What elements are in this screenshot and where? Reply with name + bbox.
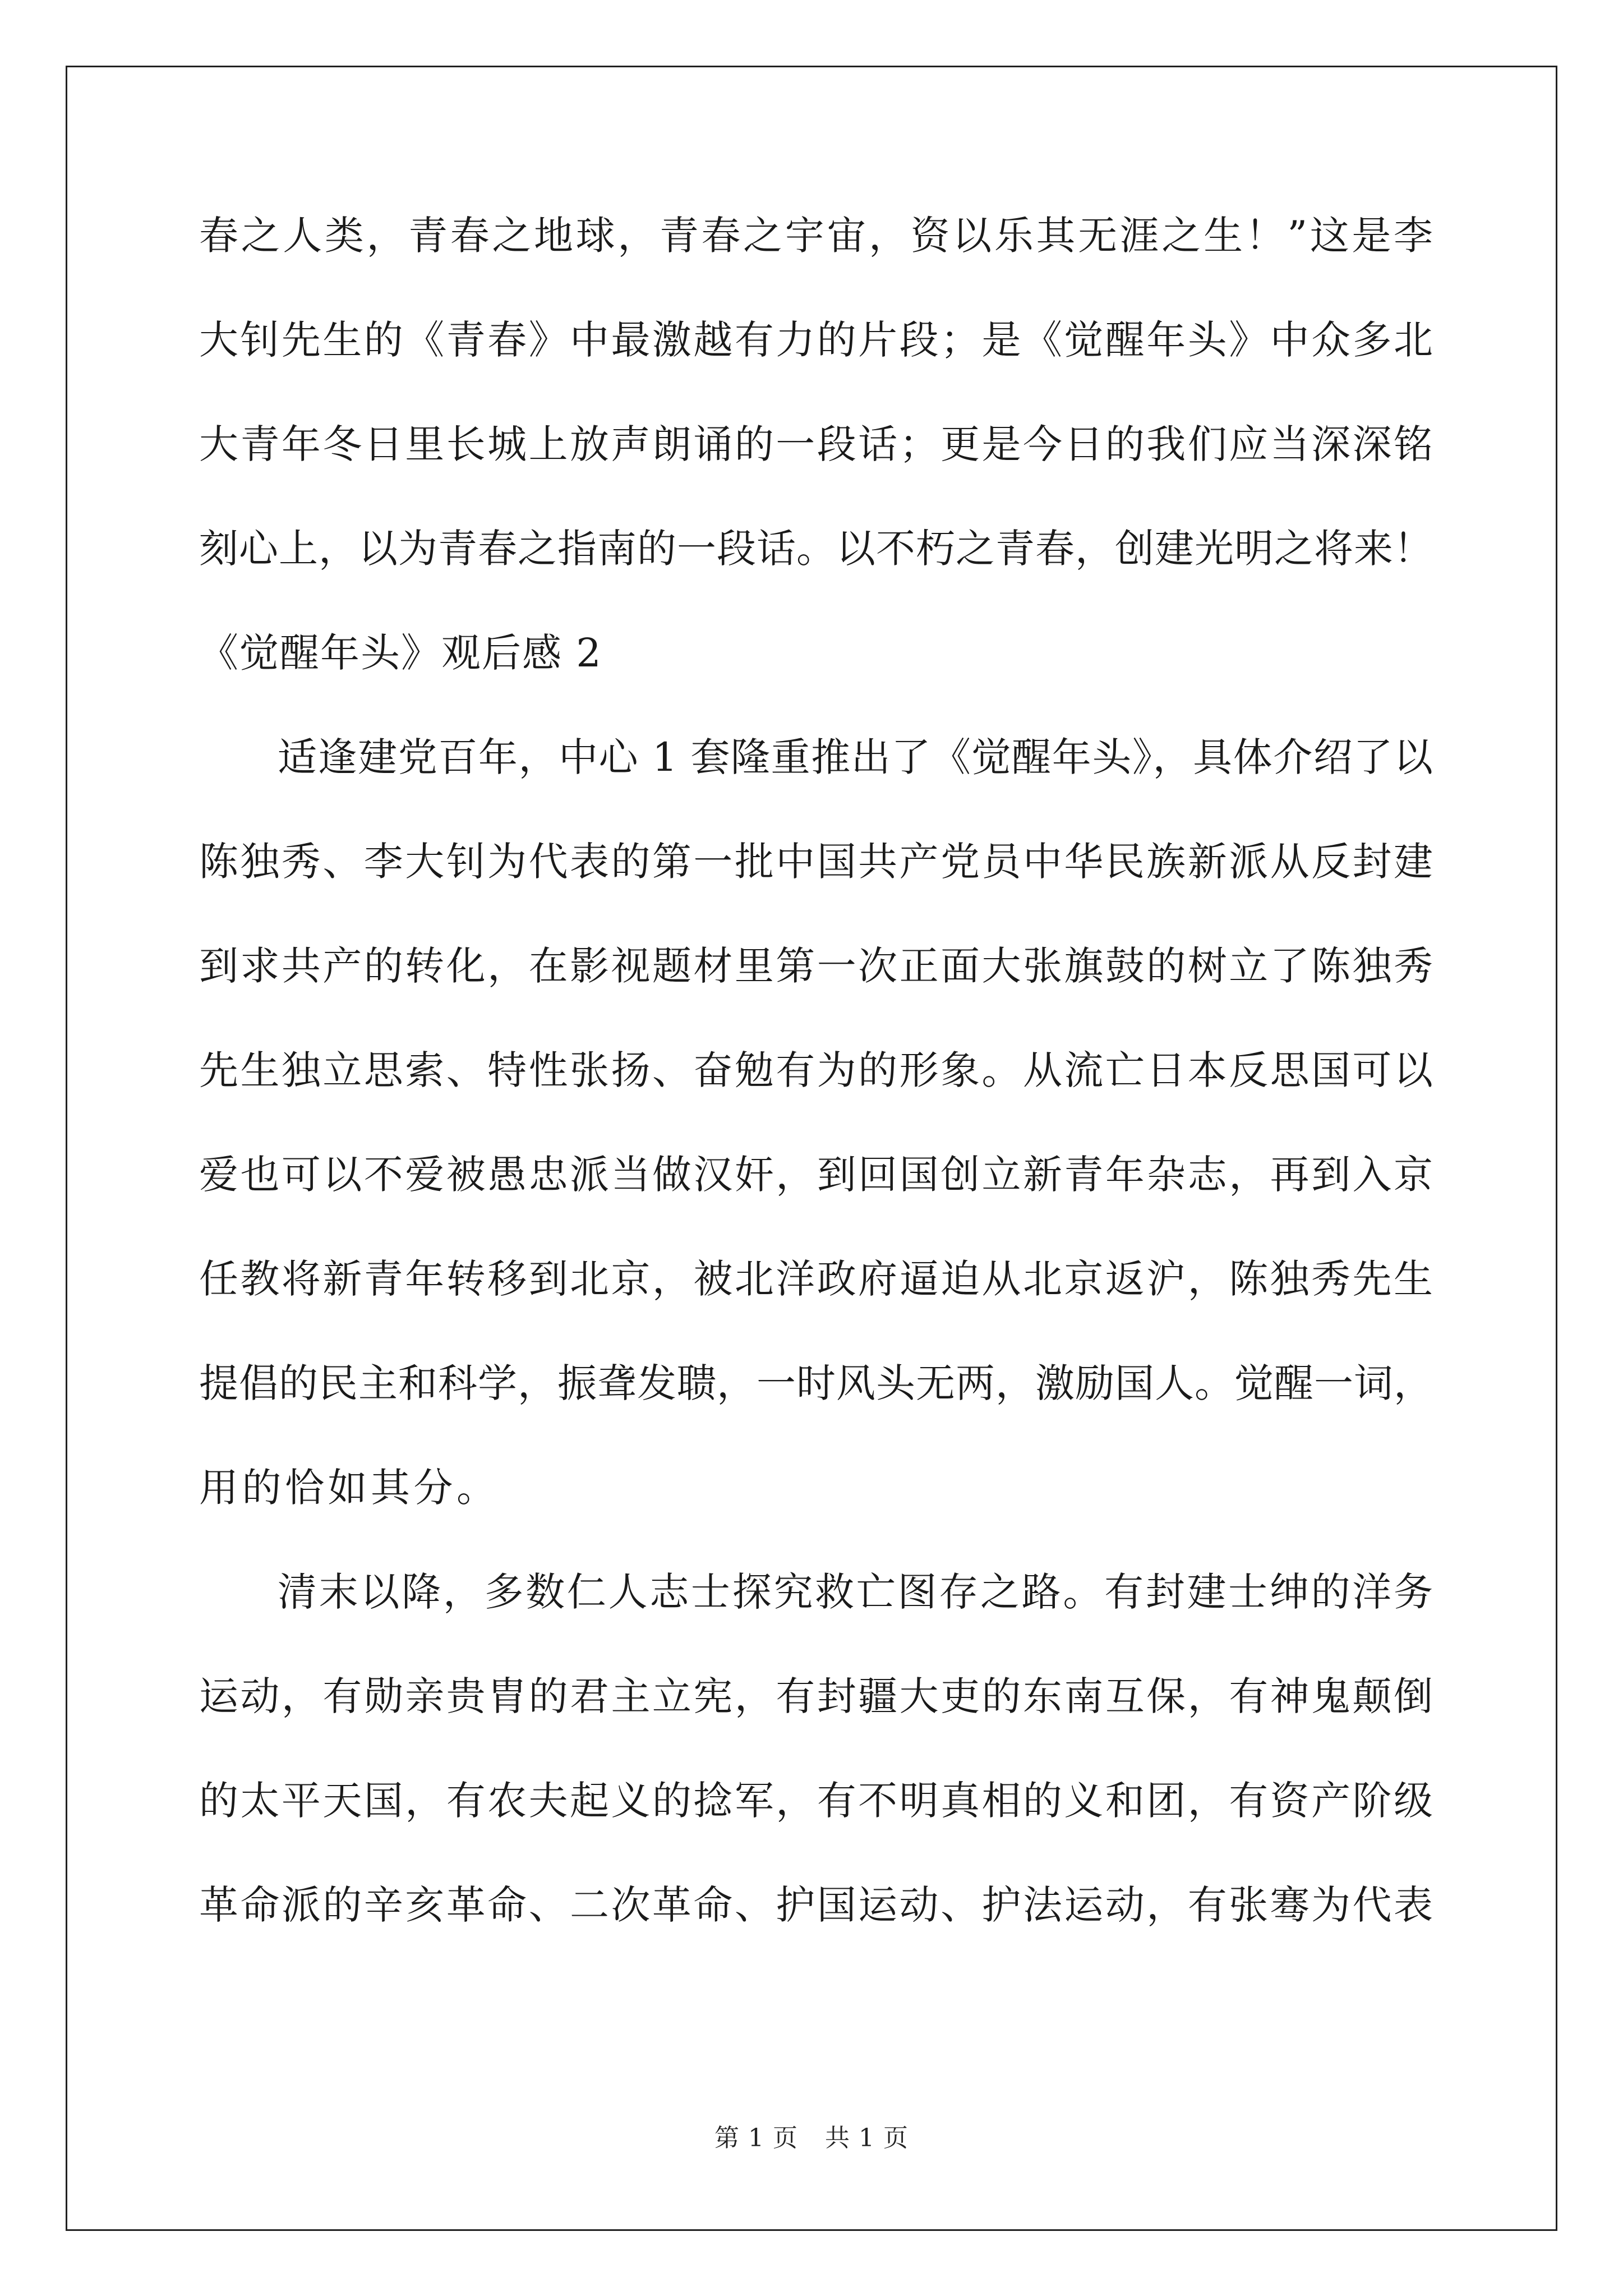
text-line: 爱也可以不爱被愚忠派当做汉奸，到回国创立新青年杂志，再到入京	[199, 1152, 1433, 1198]
text-line: 先生独立思索、特性张扬、奋勉有为的形象。从流亡日本反思国可以	[199, 1047, 1433, 1093]
text-line: 大青年冬日里长城上放声朗诵的一段话；更是今日的我们应当深深铭	[199, 421, 1433, 467]
text-line: 提倡的民主和科学，振聋发聩，一时风头无两，激励国人。觉醒一词，	[199, 1360, 1433, 1406]
document-body	[199, 203, 1433, 1977]
paragraph-last-line: 用的恰如其分。	[199, 1465, 500, 1511]
text-line: 的太平天国，有农夫起义的捻军，有不明真相的义和团，有资产阶级	[199, 1778, 1433, 1824]
page-number-total: 共 1 页	[825, 2124, 909, 2152]
text-line: 大钊先生的《青春》中最激越有力的片段；是《觉醒年头》中众多北	[199, 317, 1433, 363]
text-line: 革命派的辛亥革命、二次革命、护国运动、护法运动，有张骞为代表	[199, 1882, 1433, 1928]
paragraph-first-line: 清末以降，多数仁人志士探究救亡图存之路。有封建士绅的洋务	[278, 1569, 1433, 1615]
text-line: 到求共产的转化，在影视题材里第一次正面大张旗鼓的树立了陈独秀	[199, 943, 1433, 989]
section-heading: 《觉醒年头》观后感 2	[199, 630, 602, 676]
paragraph-first-line: 适逢建党百年，中心 1 套隆重推出了《觉醒年头》，具体介绍了以	[278, 734, 1433, 780]
page-footer	[0, 2122, 1623, 2155]
text-line: 春之人类，青春之地球，青春之宇宙，资以乐其无涯之生！”这是李	[199, 213, 1433, 259]
text-line: 陈独秀、李大钊为代表的第一批中国共产党员中华民族新派从反封建	[199, 839, 1433, 885]
text-line: 运动，有勋亲贵胄的君主立宪，有封疆大吏的东南互保，有神鬼颠倒	[199, 1673, 1433, 1719]
text-line: 任教将新青年转移到北京，被北洋政府逼迫从北京返沪，陈独秀先生	[199, 1256, 1433, 1302]
text-line: 刻心上，以为青春之指南的一段话。以不朽之青春，创建光明之将来！	[199, 526, 1433, 572]
page-number-current: 第 1 页	[714, 2124, 798, 2152]
